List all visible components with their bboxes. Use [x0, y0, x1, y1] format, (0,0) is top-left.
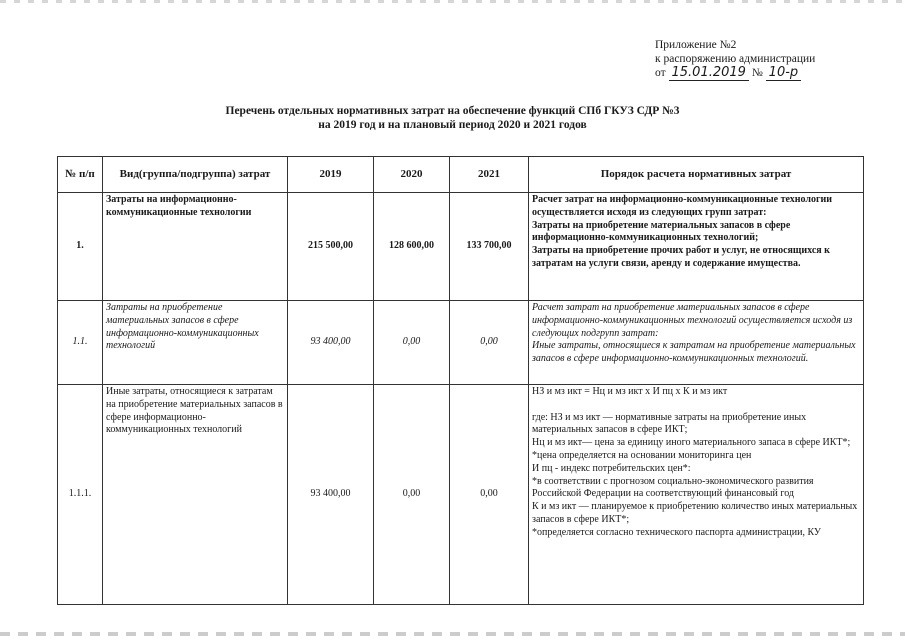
approval-stamp-block	[655, 38, 815, 81]
header-procedure: Порядок расчета нормативных затрат	[529, 157, 864, 193]
procedure-line: Расчет затрат на информационно-коммуникационные технологии осуществляется исходя из следующих групп затрат:	[532, 194, 833, 218]
procedure-line: Расчет затрат на приобретение материальных запасов в сфере информационно-коммуникационных технологий осуществляется исходя из следующих подгрупп затрат:	[532, 302, 853, 339]
table-row	[58, 301, 864, 385]
row-2021: 0,00	[450, 301, 529, 385]
handwritten-number: 10-р	[766, 66, 802, 81]
row-num: 1.1.1.	[58, 385, 103, 605]
procedure-line: Иные затраты, относящиеся к затратам на приобретение материальных запасов в сфере информационно-коммуникационных технологий.	[532, 340, 856, 365]
procedure-line: *определяется согласно технического паспорта администрации, КУ	[532, 526, 821, 538]
table-row	[58, 193, 864, 301]
row-num: 1.	[58, 193, 103, 301]
table-row	[58, 385, 864, 605]
row-procedure	[529, 193, 864, 301]
procedure-line: И пц - индекс потребительских цен*:	[532, 462, 691, 474]
number-label: №	[751, 67, 763, 79]
row-procedure	[529, 385, 864, 605]
appendix-label: Приложение №2	[655, 39, 737, 51]
row-2021: 0,00	[450, 385, 529, 605]
row-2020: 0,00	[374, 385, 450, 605]
procedure-line: где: НЗ и мз икт — нормативные затраты на приобретение иных материальных запасов в сфере ИКТ;	[532, 411, 807, 436]
from-label: от	[655, 67, 666, 79]
order-reference: к распоряжению администрации	[655, 53, 816, 65]
row-type: Затраты на информационно-коммуникационные технологии	[103, 193, 288, 301]
order-date-number	[655, 66, 815, 81]
scan-artifact-top	[0, 0, 905, 3]
procedure-line: Затраты на приобретение прочих работ и услуг, не относящихся к затратам на услуги связи, аренду и содержание имущества.	[532, 245, 830, 269]
row-2019: 215 500,00	[288, 193, 374, 301]
procedure-line: *цена определяется на основании мониторинга цен	[532, 449, 752, 461]
header-2020: 2020	[374, 157, 450, 193]
row-procedure	[529, 301, 864, 385]
header-num: № п/п	[58, 157, 103, 193]
cost-table	[57, 156, 864, 605]
row-2021: 133 700,00	[450, 193, 529, 301]
table-header-row	[58, 157, 864, 193]
handwritten-date: 15.01.2019	[669, 66, 749, 81]
document-title	[150, 104, 755, 132]
header-2019: 2019	[288, 157, 374, 193]
procedure-line: Затраты на приобретение материальных запасов в сфере информационно-коммуникационных технологий;	[532, 219, 791, 244]
title-line-1: Перечень отдельных нормативных затрат на обеспечение функций СПб ГКУЗ СДР №3	[225, 105, 680, 117]
header-type: Вид(группа/подгруппа) затрат	[103, 157, 288, 193]
procedure-line: Нц и мз икт— цена за единицу иного материального запаса в сфере ИКТ*;	[532, 437, 851, 449]
row-2019: 93 400,00	[288, 385, 374, 605]
procedure-line	[532, 399, 860, 412]
row-num: 1.1.	[58, 301, 103, 385]
row-2019: 93 400,00	[288, 301, 374, 385]
row-type: Иные затраты, относящиеся к затратам на приобретение материальных запасов в сфере информационно-коммуникационных технологий	[103, 385, 288, 605]
procedure-line: К и мз икт — планируемое к приобретению количество иных материальных запасов в сфере ИКТ*;	[532, 501, 858, 525]
row-2020: 128 600,00	[374, 193, 450, 301]
row-2020: 0,00	[374, 301, 450, 385]
scan-artifact-bottom	[0, 632, 905, 636]
procedure-line: *в соответствии с прогнозом социально-экономического развития Российской Федерации на соответствующий финансовый год	[532, 475, 814, 500]
header-2021: 2021	[450, 157, 529, 193]
row-type: Затраты на приобретение материальных запасов в сфере информационно-коммуникационных технологий	[103, 301, 288, 385]
title-line-2: на 2019 год и на плановый период 2020 и 2021 годов	[318, 119, 587, 131]
procedure-formula: НЗ и мз икт = Нц и мз икт х И пц х К и мз икт	[532, 386, 728, 397]
